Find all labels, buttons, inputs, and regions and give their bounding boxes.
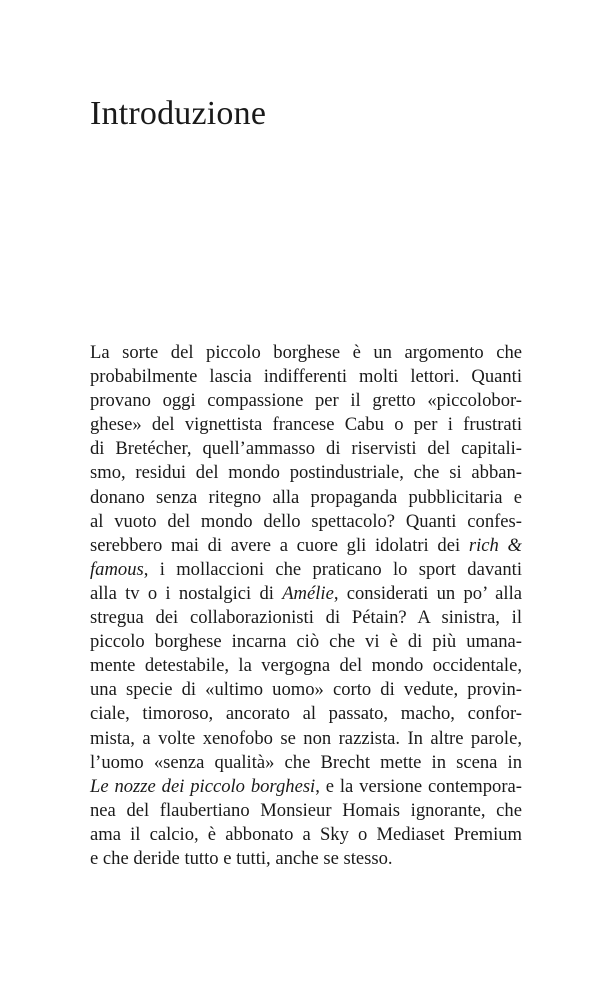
text-run: , considerati un po’ alla xyxy=(333,582,523,604)
text-run: , i mollaccioni che praticano lo sport davanti xyxy=(143,558,522,580)
text-line xyxy=(90,823,522,847)
body-paragraph xyxy=(90,341,522,871)
text-run: ghese» del vignettista francese Cabu o per i frustrati xyxy=(90,414,522,436)
text-line xyxy=(90,799,522,823)
text-run: una specie di «ultimo uomo» corto di vedute, provin- xyxy=(90,679,522,701)
italic-title-text: rich & xyxy=(468,534,522,556)
text-line xyxy=(90,558,522,582)
text-run: l’uomo «senza qualità» che Brecht mette in scena in xyxy=(90,751,522,773)
text-run: La sorte del piccolo borghese è un argomento che xyxy=(90,342,522,363)
text-line xyxy=(90,486,522,510)
text-run: e che deride tutto e tutti, anche se stesso. xyxy=(90,847,393,869)
text-line xyxy=(90,678,522,702)
text-line xyxy=(90,727,522,751)
text-line xyxy=(90,341,522,365)
text-run: smo, residui del mondo postindustriale, che si abban- xyxy=(90,462,522,484)
text-run: serebbero mai di avere a cuore gli idolatri dei xyxy=(90,534,469,556)
text-run: probabilmente lascia indifferenti molti lettori. Quanti xyxy=(90,366,522,388)
text-run: provano oggi compassione per il gretto «piccolobor- xyxy=(90,390,522,412)
text-run: piccolo borghese incarna ciò che vi è di più umana- xyxy=(90,631,522,653)
text-line xyxy=(90,606,522,630)
text-line xyxy=(90,630,522,654)
text-line xyxy=(90,437,522,461)
text-line xyxy=(90,510,522,534)
text-line xyxy=(90,654,522,678)
text-run: stregua dei collaborazionisti di Pétain? A sinistra, il xyxy=(90,607,522,629)
text-run: mente detestabile, la vergogna del mondo occidentale, xyxy=(90,655,522,677)
text-line xyxy=(90,413,522,437)
chapter-title: Introduzione xyxy=(90,95,267,132)
text-run: al vuoto del mondo dello spettacolo? Quanti confes- xyxy=(90,510,522,532)
text-run: ciale, timoroso, ancorato al passato, macho, confor- xyxy=(90,703,522,725)
italic-title-text: famous xyxy=(90,558,144,580)
text-run: mista, a volte xenofobo se non razzista. In altre parole, xyxy=(90,727,522,749)
text-run: , e la versione contempora- xyxy=(315,775,522,797)
text-line xyxy=(90,534,522,558)
text-line xyxy=(90,365,522,389)
text-run: alla tv o i nostalgici di xyxy=(90,582,283,604)
italic-title-text: Amélie xyxy=(282,582,334,604)
text-run: donano senza ritegno alla propaganda pubblicitaria e xyxy=(90,486,522,508)
text-line xyxy=(90,775,522,799)
text-line xyxy=(90,702,522,726)
text-run: di Bretécher, quell’ammasso di riservisti del capitali- xyxy=(90,438,522,460)
text-line xyxy=(90,751,522,775)
text-run: nea del flaubertiano Monsieur Homais ignorante, che xyxy=(90,799,522,821)
text-run: ama il calcio, è abbonato a Sky o Mediaset Premium xyxy=(90,823,522,845)
text-line xyxy=(90,582,522,606)
text-line xyxy=(90,461,522,485)
text-line xyxy=(90,389,522,413)
text-line xyxy=(90,847,522,871)
italic-title-text: Le nozze dei piccolo borghesi xyxy=(90,775,316,797)
